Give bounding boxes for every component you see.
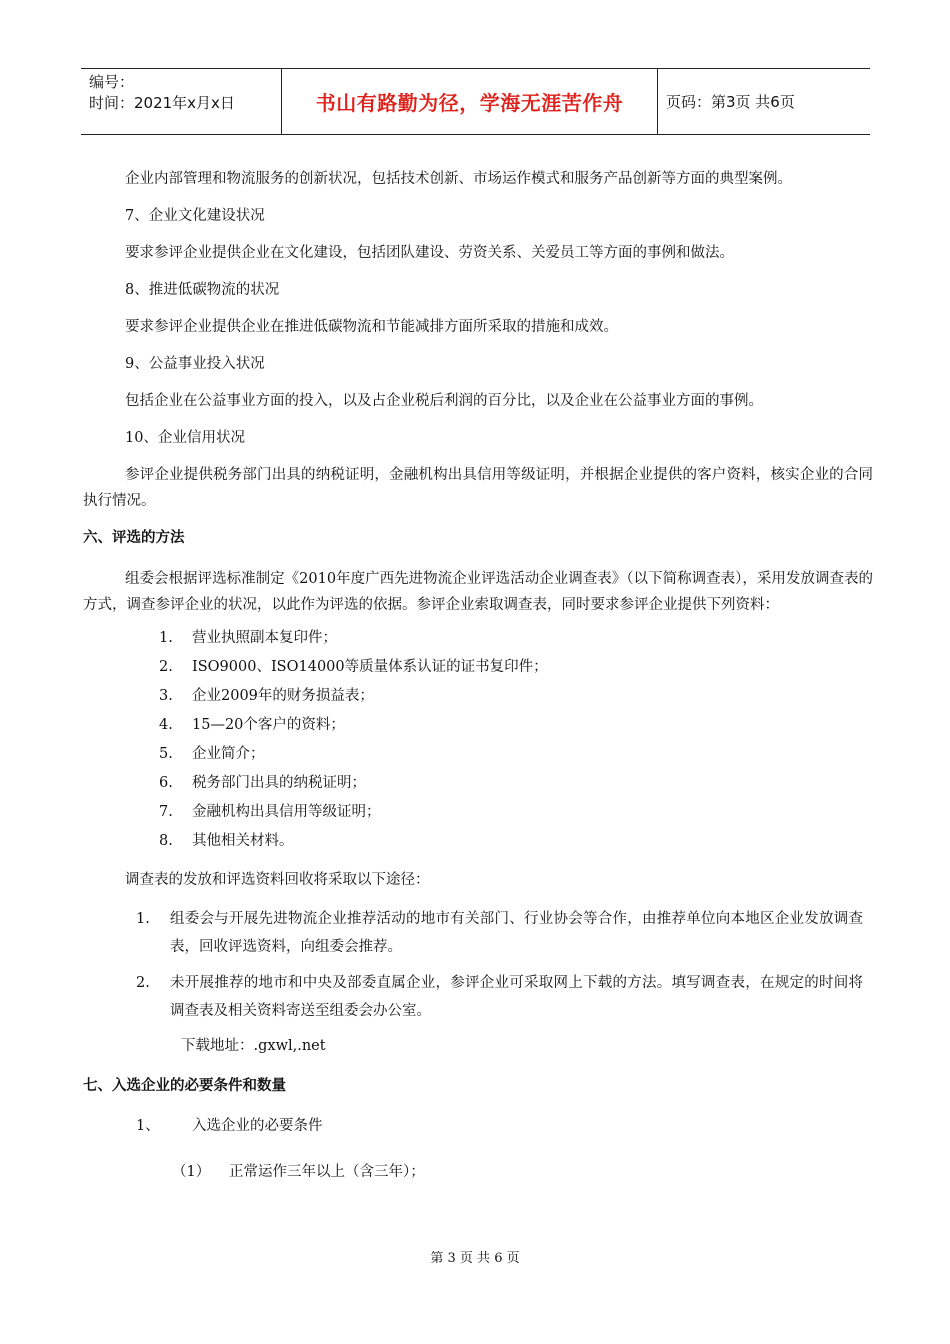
item7-text: 要求参评企业提供企业在文化建设，包括团队建设、劳资关系、关爱员工等方面的事例和做法。 [125,245,734,261]
list-item: 6. 税务部门出具的纳税证明； [159,774,366,791]
download-address: 下载地址：.gxwl,.net [181,1037,326,1054]
channels-list [83,905,873,1025]
channels-intro: 调查表的发放和评选资料回收将采取以下途径： [125,871,430,888]
condition1-number: （1） [172,1164,211,1180]
list-item: 3. 企业2009年的财务损益表； [159,687,374,704]
header-page-info: 页码：第3页 共6页 [666,93,795,111]
list-item: 8. 其他相关材料。 [159,832,294,849]
document-body [83,166,873,1185]
header-meta [81,69,281,134]
page-footer: 第 3 页 共 6 页 [430,1251,520,1266]
item7-title: 7、企业文化建设状况 [125,208,265,224]
intro-paragraph: 企业内部管理和物流服务的创新状况，包括技术创新、市场运作模式和服务产品创新等方面的典型案例。 [125,171,792,187]
sub1-number: 1、 [136,1118,160,1134]
list-item: 1. 营业执照副本复印件； [159,629,337,646]
document-number-label: 编号： [89,73,135,91]
list-item: 4. 15—20个客户的资料； [159,716,345,733]
condition1-row [83,1159,873,1185]
item8-title: 8、推进低碳物流的状况 [125,282,280,298]
list-item: 5. 企业简介； [159,745,265,762]
section6-title: 六、评选的方法 [83,530,185,546]
item10-title: 10、企业信用状况 [125,430,245,446]
sub1-title: 入选企业的必要条件 [192,1118,323,1134]
list-item: 7. 金融机构出具信用等级证明； [159,803,381,820]
section6-text: 组委会根据评选标准制定《2010年度广西先进物流企业评选活动企业调查表》（以下简称调查表），采用发放调查表的方式，调查参评企业的状况，以此作为评选的依据。参评企业索取调查表，同时要求参评企业提供下列资料： [83,570,873,613]
condition1-text: 正常运作三年以上（含三年）； [229,1164,425,1180]
section7-title: 七、入选企业的必要条件和数量 [83,1077,286,1094]
list-item: 1. 组委会与开展先进物流企业推荐活动的地市有关部门、行业协会等合作，由推荐单位向本地区企业发放调查表，回收评选资料，向组委会推荐。 [136,910,863,955]
list-item: 2. 未开展推荐的地市和中央及部委直属企业，参评企业可采取网上下载的方法。填写调查表，在规定的时间将调查表及相关资料寄送至组委会办公室。 [136,974,863,1019]
materials-list [83,624,873,856]
document-date: 时间：2021年x月x日 [89,94,235,112]
header-motto: 书山有路勤为径，学海无涯苦作舟 [281,69,658,134]
item8-text: 要求参评企业提供企业在推进低碳物流和节能减排方面所采取的措施和成效。 [125,319,618,335]
item9-text: 包括企业在公益事业方面的投入，以及占企业税后利润的百分比，以及企业在公益事业方面的事例。 [125,393,763,409]
page-header [81,68,870,135]
list-item: 2. ISO9000、ISO14000等质量体系认证的证书复印件； [159,658,548,675]
sub1-title-row [83,1113,873,1139]
item10-text: 参评企业提供税务部门出具的纳税证明，金融机构出具信用等级证明，并根据企业提供的客户资料，核实企业的合同执行情况。 [83,467,873,509]
item9-title: 9、公益事业投入状况 [125,356,265,372]
